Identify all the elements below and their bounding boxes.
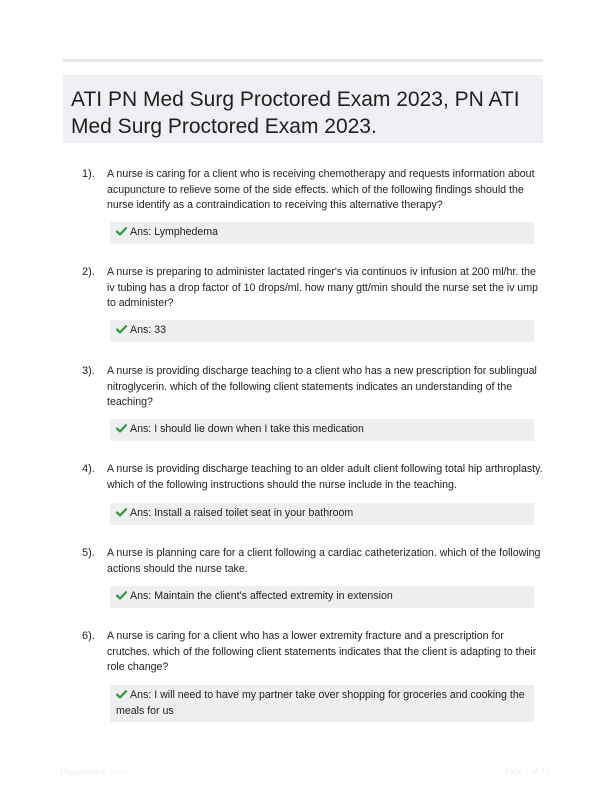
answer-prefix: Ans: bbox=[130, 590, 152, 602]
question-text: A nurse is caring for a client who has a lower extremity fracture and a prescription for crutches. which of the following client statements indicates that the client is adapting to their role change? bbox=[107, 630, 537, 673]
top-divider bbox=[63, 59, 543, 62]
checkmark-icon bbox=[116, 227, 127, 236]
answer-text: 33 bbox=[154, 324, 166, 336]
title-banner bbox=[63, 75, 543, 143]
answer-text: Maintain the client's affected extremity in extension bbox=[154, 590, 393, 602]
answer-text: Lymphedema bbox=[154, 226, 218, 238]
answer-text: I will need to have my partner take over shopping for groceries and cooking the meals for us bbox=[116, 689, 525, 717]
answer-box bbox=[110, 320, 534, 342]
answer-box bbox=[110, 586, 534, 608]
answer-prefix: Ans: bbox=[130, 324, 152, 336]
page-title: ATI PN Med Surg Proctored Exam 2023, PN ATI Med Surg Proctored Exam 2023. bbox=[71, 88, 520, 138]
question-number: 5). bbox=[82, 547, 95, 559]
checkmark-icon bbox=[116, 690, 127, 699]
question-number: 2). bbox=[82, 266, 95, 278]
checkmark-icon bbox=[116, 591, 127, 600]
answer-prefix: Ans: bbox=[130, 423, 152, 435]
question-text: A nurse is providing discharge teaching to an older adult client following total hip arthroplasty. which of the following instructions should the nurse include in the teaching. bbox=[107, 463, 543, 491]
watermark: PaperRubic.com bbox=[60, 767, 127, 777]
answer-box bbox=[110, 685, 534, 722]
answer-box bbox=[110, 503, 534, 525]
answer-prefix: Ans: bbox=[130, 689, 152, 701]
checkmark-icon bbox=[116, 424, 127, 433]
question-number: 1). bbox=[82, 168, 95, 180]
question-number: 3). bbox=[82, 365, 95, 377]
question-number: 6). bbox=[82, 630, 95, 642]
checkmark-icon bbox=[116, 325, 127, 334]
question-text: A nurse is preparing to administer lactated ringer's via continuos iv infusion at 200 ml/hr. the iv tubing has a drop factor of 10 drops/ml. how many gtt/min should the nurse set the iv ump to administer? bbox=[107, 266, 539, 309]
question-text: A nurse is planning care for a client following a cardiac catheterization. which of the following actions should the nurse take. bbox=[107, 547, 541, 575]
answer-text: I should lie down when I take this medication bbox=[154, 423, 364, 435]
question-number: 4). bbox=[82, 463, 95, 475]
answer-prefix: Ans: bbox=[130, 507, 152, 519]
answer-box bbox=[110, 222, 534, 244]
answer-prefix: Ans: bbox=[130, 226, 152, 238]
answer-text: Install a raised toilet seat in your bathroom bbox=[154, 507, 354, 519]
question-text: A nurse is providing discharge teaching to a client who has a new prescription for sublingual nitroglycerin. which of the following client statements indicates an understanding of the teaching? bbox=[107, 365, 537, 408]
checkmark-icon bbox=[116, 508, 127, 517]
page-number: Page 1 of 15 bbox=[504, 766, 550, 776]
answer-box bbox=[110, 419, 534, 441]
question-text: A nurse is caring for a client who is receiving chemotherapy and requests information about acupuncture to relieve some of the side effects. which of the following findings should the nurse identify as a contraindication to receiving this alternative therapy? bbox=[107, 168, 535, 211]
